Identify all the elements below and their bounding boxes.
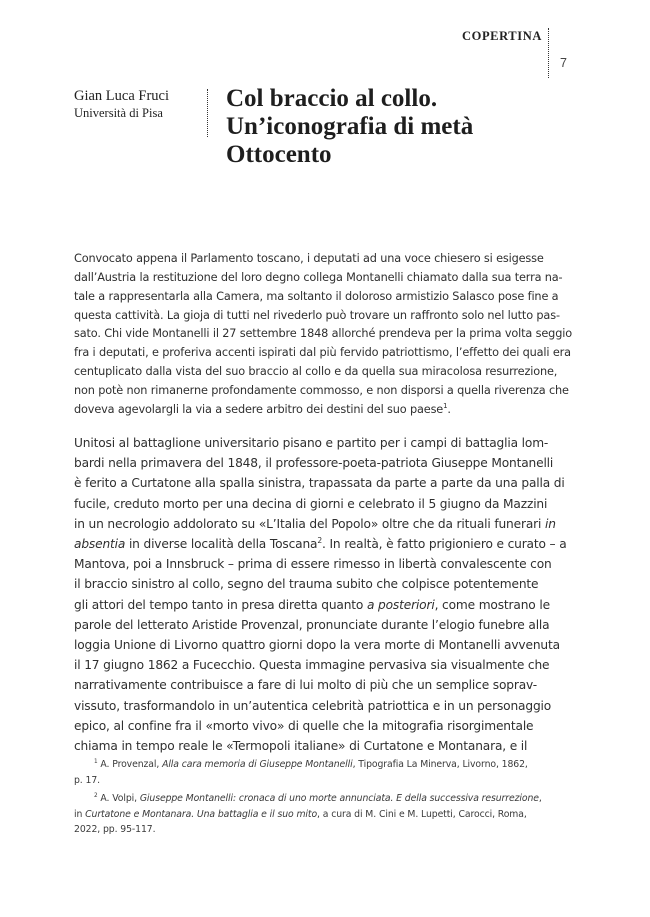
text-run: , a cura di M. Cini e M. Lupetti, Carocci, Roma, (317, 808, 527, 820)
title-line: Col braccio al collo. (226, 85, 438, 112)
page-number: 7 (560, 56, 567, 70)
text-run: in (74, 808, 86, 820)
footnote-line (74, 791, 560, 807)
text-run: A. Provenzal, (97, 759, 163, 770)
italic-run: a posteriori (366, 597, 435, 612)
italic-run: Curtatone e Montanara. Una battaglia e il suo mito (85, 808, 318, 820)
footnote-number: 1 (94, 758, 98, 765)
italic-run: Alla cara memoria di Giuseppe Montanelli (162, 759, 353, 770)
section-label: COPERTINA (462, 29, 542, 43)
quote-line: tale a rappresentarla alla Camera, ma soltanto il doloroso armistizio Salasco pose fine a (74, 289, 559, 303)
quote-line: doveva agevolargli la via a sedere arbitro dei destini del suo paese$^1$. (74, 401, 451, 416)
footnote-number: 2 (94, 792, 98, 799)
quote-line: fra i deputati, e proferiva accenti ispirati dal più fervido patriottismo, l’effetto dei quali era (74, 346, 571, 360)
text-line: parole del letterato Aristide Provenzal, pronunciate durante l’elogio funebre alla (74, 617, 550, 632)
text-line: epico, al confine fra il «morto vivo» di quelle che la mitografia risorgimentale (74, 718, 534, 733)
text-run: in un necrologio addolorato su «L’Italia del Popolo» oltre che da rituali funerari (74, 516, 542, 531)
text-line (74, 595, 560, 615)
epigraph-quote (74, 250, 572, 420)
text-line (74, 514, 560, 534)
text-line: Mantova, poi a Innsbruck – prima di essere rimesso in libertà convalescente con (74, 557, 552, 572)
text-run: , come mostrano le (434, 597, 550, 612)
text-run: , (538, 793, 542, 804)
quote-line: non potè non rimanerne profondamente commosso, e non disporsi a quella riverenza che (74, 383, 569, 397)
footnote-line: p. 17. (74, 774, 100, 786)
footnote-line (74, 807, 560, 823)
text-run: in diverse località della Toscana (125, 537, 318, 552)
text-line: narrativamente contribuisce a fare di lui molto di più che un semplice soprav- (74, 678, 538, 693)
text-run: gli attori del tempo tanto in presa diretta quanto (74, 597, 367, 612)
main-paragraph (74, 433, 567, 756)
italic-run: in (544, 516, 556, 531)
text-line (74, 534, 567, 554)
footnote-ref[interactable]: 2 (317, 535, 322, 545)
author-affiliation: Università di Pisa (74, 106, 163, 120)
text-line: chiama in tempo reale le «Termopoli italiane» di Curtatone e Montanara, e il (74, 739, 528, 754)
text-run: . In realtà, è fatto prigioniero e curato – a (322, 537, 567, 552)
author-name: Gian Luca Fruci (74, 88, 170, 104)
footnote-line: 2022, pp. 95-117. (74, 824, 156, 835)
footnote-2 (74, 791, 560, 838)
text-run: A. Volpi, (97, 793, 140, 804)
text-line: bardi nella primavera del 1848, il professore-poeta-patriota Giuseppe Montanelli (74, 456, 554, 471)
text-line: fucile, creduto morto per una decina di giorni e celebrato il 5 giugno da Mazzini (74, 496, 548, 511)
quote-line: centuplicato dalla vista del suo braccio al collo e da quella sua miracolosa resurrezione, (74, 365, 558, 379)
title-divider (207, 89, 208, 137)
article-title (226, 85, 546, 169)
title-line: Ottocento (226, 141, 332, 168)
footnote-line (74, 757, 560, 773)
text-line: Unitosi al battaglione universitario pisano e partito per i campi di battaglia lom- (74, 436, 549, 450)
quote-line: Convocato appena il Parlamento toscano, i deputati ad una voce chiesero si esigesse (74, 252, 544, 265)
text-line: loggia Unione di Livorno quattro giorni dopo la vera morte di Montanelli avvenuta (74, 638, 560, 653)
text-line: è ferito a Curtatone alla spalla sinistra, trapassata da parte a parte da una palla di (74, 476, 565, 491)
text-line: il 17 giugno 1862 a Fucecchio. Questa immagine pervasiva sia visualmente che (74, 658, 550, 673)
footnote-ref[interactable]: 1 (443, 401, 448, 410)
quote-line: sato. Chi vide Montanelli il 27 settembre 1848 allorché prendeva per la prima volta seggio (74, 327, 572, 341)
header-divider (548, 28, 549, 78)
quote-text: doveva agevolargli la via a sedere arbitro dei destini del suo paese (74, 402, 444, 416)
quote-line: questa cattività. La gioja di tutti nel rivederlo può trovare un raffronto solo nel lutto pas- (74, 308, 560, 322)
italic-run: Giuseppe Montanelli: cronaca di uno morte annunciata. E della successiva resurrezione (139, 793, 539, 804)
italic-run: absentia (74, 537, 126, 552)
text-run: , Tipografia La Minerva, Livorno, 1862, (352, 759, 528, 770)
text-line: vissuto, trasformandolo in un’autentica celebrità patriottica e in un personaggio (74, 698, 552, 713)
text-line: il braccio sinistro al collo, segno del trauma subito che colpisce potentemente (74, 577, 539, 592)
quote-line: dall’Austria la restituzione del loro degno collega Montanelli chiamato dalla sua terra na- (74, 270, 563, 284)
footnote-1 (74, 757, 560, 788)
footnotes (74, 757, 560, 841)
title-line: Un’iconografia di metà (226, 113, 474, 140)
